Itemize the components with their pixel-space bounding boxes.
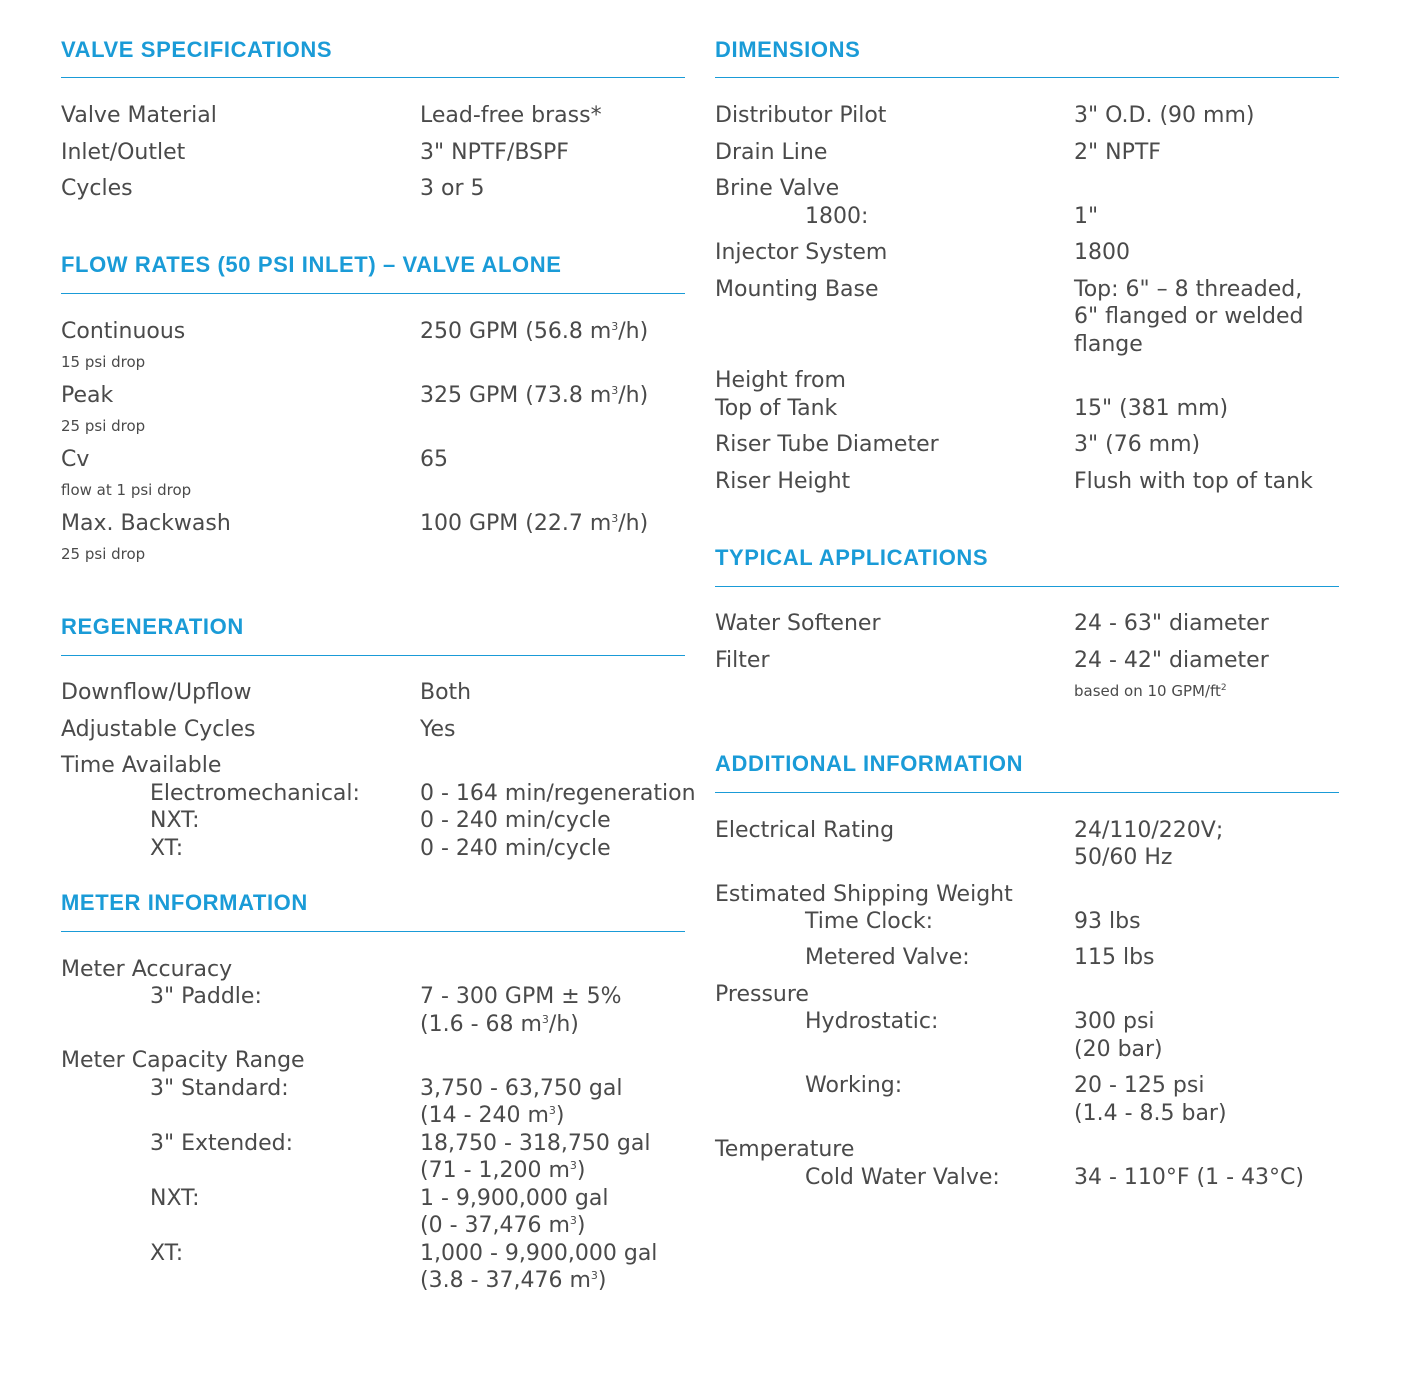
meter-sub-label: 3" Paddle: bbox=[150, 984, 262, 1009]
spec-label: Cycles bbox=[61, 176, 133, 201]
regen-sub-label: XT: bbox=[150, 836, 184, 861]
regen-value: 0 - 240 min/cycle bbox=[420, 836, 611, 861]
flow-note: 25 psi drop bbox=[61, 545, 146, 563]
dim-label: Drain Line bbox=[715, 140, 828, 165]
meter-value: (14 - 240 $m^3$) bbox=[420, 1103, 565, 1128]
dim-value: Top: 6" – 8 threaded, bbox=[1074, 277, 1303, 302]
meter-value: (71 - 1,200 $m^3$) bbox=[420, 1158, 586, 1183]
meter-value: 7 - 300 GPM ± 5% bbox=[420, 984, 622, 1009]
info-value: (1.4 - 8.5 bar) bbox=[1074, 1101, 1227, 1126]
info-value: 34 - 110°F (1 - 43°C) bbox=[1074, 1165, 1305, 1190]
dim-value: flange bbox=[1074, 332, 1143, 357]
section-divider bbox=[715, 792, 1339, 793]
section-heading: ADDITIONAL INFORMATION bbox=[715, 751, 1024, 776]
meter-value: (0 - 37,476 $m^3$) bbox=[420, 1213, 586, 1238]
meter-value: 3,750 - 63,750 gal bbox=[420, 1076, 623, 1101]
meter-sub-label: XT: bbox=[150, 1241, 184, 1266]
meter-sub-label: NXT: bbox=[150, 1186, 200, 1211]
meter-label: Meter Accuracy bbox=[61, 957, 233, 982]
section-divider bbox=[715, 77, 1339, 78]
meter-sub-label: 3" Extended: bbox=[150, 1131, 294, 1156]
valve-specifications-section bbox=[61, 37, 685, 201]
meter-sub-label: 3" Standard: bbox=[150, 1076, 289, 1101]
info-sub-label: Working: bbox=[805, 1073, 903, 1098]
spec-label: Inlet/Outlet bbox=[61, 140, 186, 165]
info-value: 50/60 Hz bbox=[1074, 845, 1173, 870]
meter-value: 1,000 - 9,900,000 gal bbox=[420, 1241, 658, 1266]
dim-label: Height from bbox=[715, 368, 846, 393]
info-sub-label: Time Clock: bbox=[805, 909, 934, 934]
dim-label: Distributor Pilot bbox=[715, 103, 887, 128]
dimensions-section bbox=[715, 37, 1339, 494]
app-note: based on 10 GPM/$ft^2$ bbox=[1074, 682, 1227, 700]
dim-sub-label: 1800: bbox=[805, 204, 869, 229]
info-sub-label: Metered Valve: bbox=[805, 945, 970, 970]
section-divider bbox=[61, 293, 685, 294]
dim-value: 3" O.D. (90 mm) bbox=[1074, 103, 1255, 128]
section-divider bbox=[61, 931, 685, 932]
additional-information-section bbox=[715, 751, 1339, 1190]
app-label: Filter bbox=[715, 648, 770, 673]
regen-value: Yes bbox=[420, 717, 456, 742]
regen-value: Both bbox=[420, 680, 472, 705]
info-value: 300 psi bbox=[1074, 1009, 1155, 1034]
section-heading: VALVE SPECIFICATIONS bbox=[61, 37, 333, 62]
spec-value: 3 or 5 bbox=[420, 176, 485, 201]
flow-label: Continuous bbox=[61, 319, 186, 344]
dim-value: 2" NPTF bbox=[1074, 140, 1161, 165]
info-label: Pressure bbox=[715, 982, 809, 1007]
flow-note: 25 psi drop bbox=[61, 417, 146, 435]
dim-label: Injector System bbox=[715, 240, 888, 265]
dim-value: 1800 bbox=[1074, 240, 1130, 265]
flow-label: Max. Backwash bbox=[61, 511, 231, 536]
info-value: 93 lbs bbox=[1074, 909, 1141, 934]
dim-label: Top of Tank bbox=[715, 396, 838, 421]
typical-applications-section bbox=[715, 545, 1339, 700]
meter-value: 1 - 9,900,000 gal bbox=[420, 1186, 609, 1211]
flow-value: 65 bbox=[420, 447, 448, 472]
regeneration-section bbox=[61, 614, 696, 861]
flow-note: 15 psi drop bbox=[61, 353, 146, 371]
flow-label: Peak bbox=[61, 383, 114, 408]
app-label: Water Softener bbox=[715, 611, 881, 636]
info-value: 20 - 125 psi bbox=[1074, 1073, 1205, 1098]
info-value: (20 bar) bbox=[1074, 1037, 1163, 1062]
spec-value: 3" NPTF/BSPF bbox=[420, 140, 569, 165]
dim-value: Flush with top of tank bbox=[1074, 469, 1313, 494]
flow-note: flow at 1 psi drop bbox=[61, 481, 192, 499]
section-heading: METER INFORMATION bbox=[61, 890, 308, 915]
dim-label: Brine Valve bbox=[715, 176, 840, 201]
app-value: 24 - 63" diameter bbox=[1074, 611, 1269, 636]
meter-value: (1.6 - 68 $m^3/h$) bbox=[420, 1012, 579, 1037]
regen-sub-label: NXT: bbox=[150, 808, 200, 833]
dim-value: 15" (381 mm) bbox=[1074, 396, 1229, 421]
regen-label: Adjustable Cycles bbox=[61, 717, 256, 742]
regen-label: Time Available bbox=[61, 753, 222, 778]
regen-value: 0 - 164 min/regeneration bbox=[420, 781, 696, 806]
meter-value: (3.8 - 37,476 $m^3$) bbox=[420, 1268, 607, 1293]
section-divider bbox=[61, 655, 685, 656]
section-heading: TYPICAL APPLICATIONS bbox=[715, 545, 989, 570]
info-label: Electrical Rating bbox=[715, 818, 895, 843]
section-divider bbox=[61, 77, 685, 78]
section-heading: FLOW RATES (50 PSI INLET) – VALVE ALONE bbox=[61, 252, 562, 277]
section-divider bbox=[715, 586, 1339, 587]
regen-label: Downflow/Upflow bbox=[61, 680, 252, 705]
flow-rates-section bbox=[61, 252, 685, 563]
meter-information-section bbox=[61, 890, 685, 1293]
flow-value: 250 GPM (56.8 $m^3/h$) bbox=[420, 319, 649, 344]
meter-label: Meter Capacity Range bbox=[61, 1048, 305, 1073]
info-sub-label: Hydrostatic: bbox=[805, 1009, 939, 1034]
dim-value: 1" bbox=[1074, 204, 1099, 229]
flow-label: Cv bbox=[61, 447, 90, 472]
info-label: Estimated Shipping Weight bbox=[715, 882, 1013, 907]
dim-value: 6" flanged or welded bbox=[1074, 304, 1304, 329]
regen-value: 0 - 240 min/cycle bbox=[420, 808, 611, 833]
info-label: Temperature bbox=[715, 1137, 855, 1162]
regen-sub-label: Electromechanical: bbox=[150, 781, 360, 806]
dim-label: Riser Tube Diameter bbox=[715, 432, 939, 457]
app-value: 24 - 42" diameter bbox=[1074, 648, 1269, 673]
info-sub-label: Cold Water Valve: bbox=[805, 1165, 1000, 1190]
info-value: 24/110/220V; bbox=[1074, 818, 1224, 843]
dim-label: Mounting Base bbox=[715, 277, 879, 302]
meter-value: 18,750 - 318,750 gal bbox=[420, 1131, 651, 1156]
flow-value: 325 GPM (73.8 $m^3/h$) bbox=[420, 383, 649, 408]
dim-value: 3" (76 mm) bbox=[1074, 432, 1201, 457]
section-heading: DIMENSIONS bbox=[715, 37, 861, 62]
spec-label: Valve Material bbox=[61, 103, 217, 128]
spec-value: Lead-free brass* bbox=[420, 103, 602, 128]
section-heading: REGENERATION bbox=[61, 614, 244, 639]
dim-label: Riser Height bbox=[715, 469, 851, 494]
flow-value: 100 GPM (22.7 $m^3/h$) bbox=[420, 511, 649, 536]
info-value: 115 lbs bbox=[1074, 945, 1155, 970]
